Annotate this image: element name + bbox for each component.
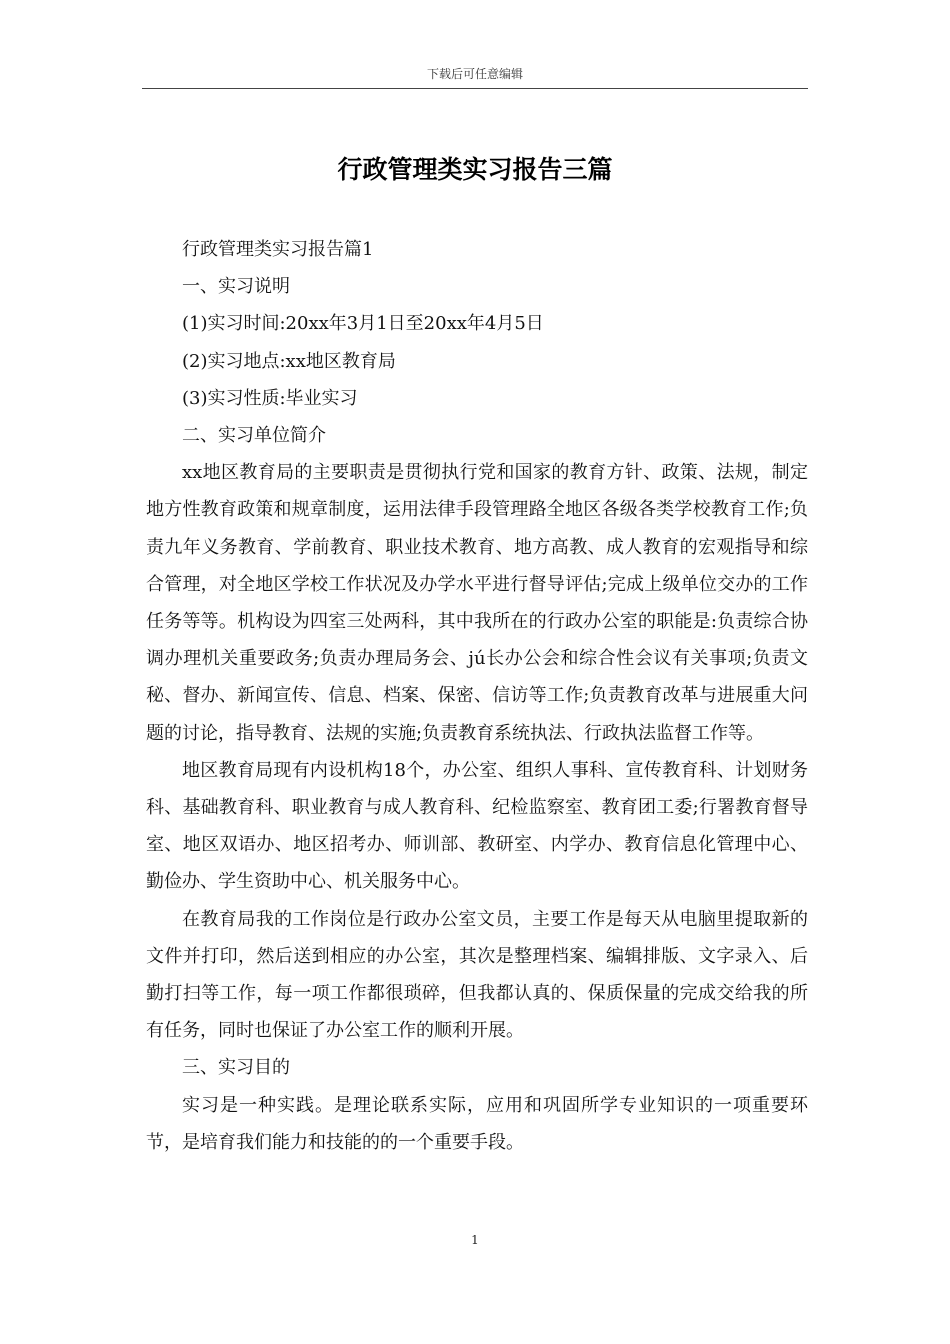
section-heading-internship-description: 一、实习说明 — [182, 276, 290, 298]
page-header-note: 下载后可任意编辑 — [426, 67, 523, 81]
section-heading-internship-purpose: 三、实习目的 — [182, 1057, 290, 1079]
document-body — [146, 231, 808, 1161]
paragraph-internship-purpose: 实习是一种实践。是理论联系实际，应用和巩固所学专业知识的一项重要环节，是培育我们能力和技能的的一个重要手段。 — [146, 1094, 808, 1153]
section-heading-unit-intro: 二、实习单位简介 — [182, 425, 326, 447]
paragraph-internal-organizations: 地区教育局现有内设机构18个，办公室、组织人事科、宣传教育科、计划财务科、基础教育科、职业教育与成人教育科、纪检监察室、教育团工委;行署教育督导室、地区双语办、地区招考办、师训部、教研室、内学办、教育信息化管理中心、勤俭办、学生资助中心、机关服务中心。 — [146, 759, 808, 893]
paragraph-job-position: 在教育局我的工作岗位是行政办公室文员，主要工作是每天从电脑里提取新的文件并打印，然后送到相应的办公室，其次是整理档案、编辑排版、文字录入、后勤打扫等工作，每一项工作都很琐碎，但我都认真的、保质保量的完成交给我的所有任务，同时也保证了办公室工作的顺利开展。 — [146, 908, 808, 1042]
internship-time-item: (1)实习时间:20xx年3月1日至20xx年4月5日 — [182, 313, 544, 335]
internship-location-item: (2)实习地点:xx地区教育局 — [182, 350, 396, 372]
section-heading-report-1: 行政管理类实习报告篇1 — [182, 239, 374, 260]
internship-nature-item: (3)实习性质:毕业实习 — [182, 387, 358, 409]
paragraph-unit-duties: xx地区教育局的主要职责是贯彻执行党和国家的教育方针、政策、法规，制定地方性教育政策和规章制度，运用法律手段管理路全地区各级各类学校教育工作;负责九年义务教育、学前教育、职业技术教育、地方高教、成人教育的宏观指导和综合管理，对全地区学校工作状况及办学水平进行督导评估;完成上级单位交办的工作任务等等。机构设为四室三处两科，其中我所在的行政办公室的职能是:负责综合协调办理机关重要政务;负责办理局务会、jú长办公会和综合性会议有关事项;负责文秘、督办、新闻宣传、信息、档案、保密、信访等工作;负责教育改革与进展重大问题的讨论，指导教育、法规的实施;负责教育系统执法、行政执法监督工作等。 — [146, 462, 808, 744]
page-number: 1 — [471, 1233, 479, 1247]
document-title: 行政管理类实习报告三篇 — [337, 155, 613, 184]
header-divider — [142, 88, 808, 89]
